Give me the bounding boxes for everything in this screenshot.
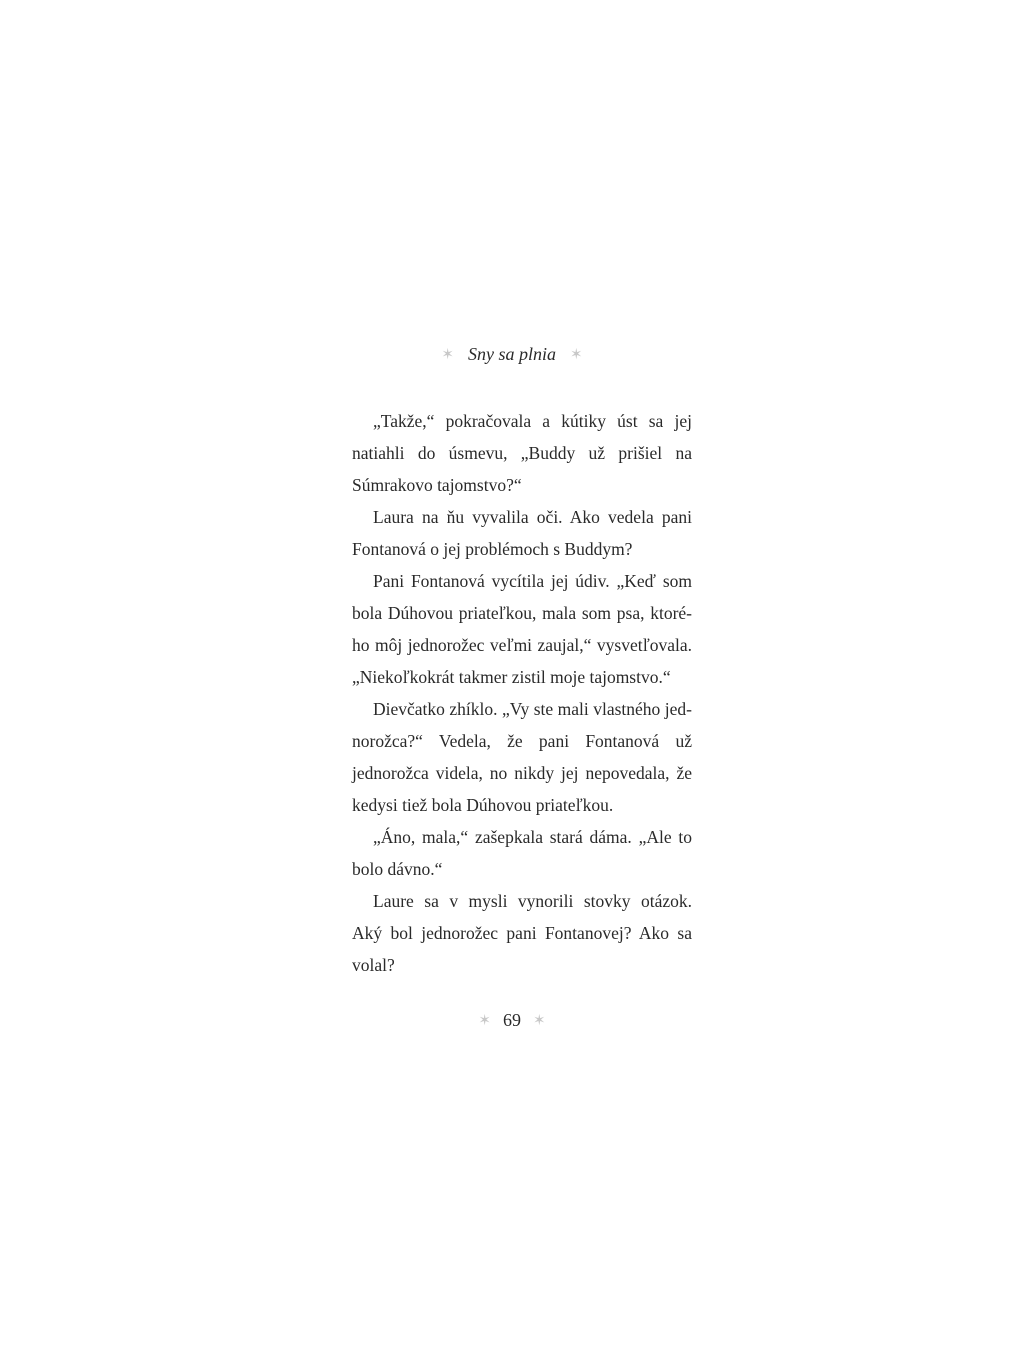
paragraph: „Áno, mala,“ zašepkala stará dáma. „Ale to bolo dávno.“ bbox=[352, 827, 692, 879]
page-footer bbox=[0, 1006, 1024, 1035]
paragraph: „Takže,“ pokračovala a kútiky úst sa jej natiahli do úsmevu, „Buddy už prišiel na Súmrakovo tajomstvo?“ bbox=[352, 411, 692, 495]
paragraph: Pani Fontanová vycítila jej údiv. „Keď som bola Dúhovou priateľkou, mala som psa, ktorého môj jednorožec veľmi zaujal,“ vysvetľovala. „Niekoľkokrát takmer zistil moje tajomstvo.“ bbox=[352, 571, 692, 687]
star-ornament-icon: ✶ bbox=[441, 347, 454, 363]
running-header-title: Sny sa plnia bbox=[468, 344, 556, 364]
page-number: 69 bbox=[503, 1010, 521, 1030]
paragraph: Laure sa v mysli vynorili stovky otázok. Aký bol jednorožec pani Fontanovej? Ako sa volal? bbox=[352, 891, 692, 975]
star-ornament-icon: ✶ bbox=[570, 347, 583, 363]
paragraph: Laura na ňu vyvalila oči. Ako vedela pani Fontanová o jej problémoch s Buddym? bbox=[352, 507, 692, 559]
body-text bbox=[352, 405, 692, 981]
paragraph: Dievčatko zhíklo. „Vy ste mali vlastného jednorožca?“ Vedela, že pani Fontanová už jednorožca videla, no nikdy jej nepovedala, že kedysi tiež bola Dúhovou priateľkou. bbox=[352, 699, 692, 815]
star-ornament-icon: ✶ bbox=[478, 1013, 491, 1029]
running-header bbox=[0, 340, 1024, 369]
star-ornament-icon: ✶ bbox=[533, 1013, 546, 1029]
